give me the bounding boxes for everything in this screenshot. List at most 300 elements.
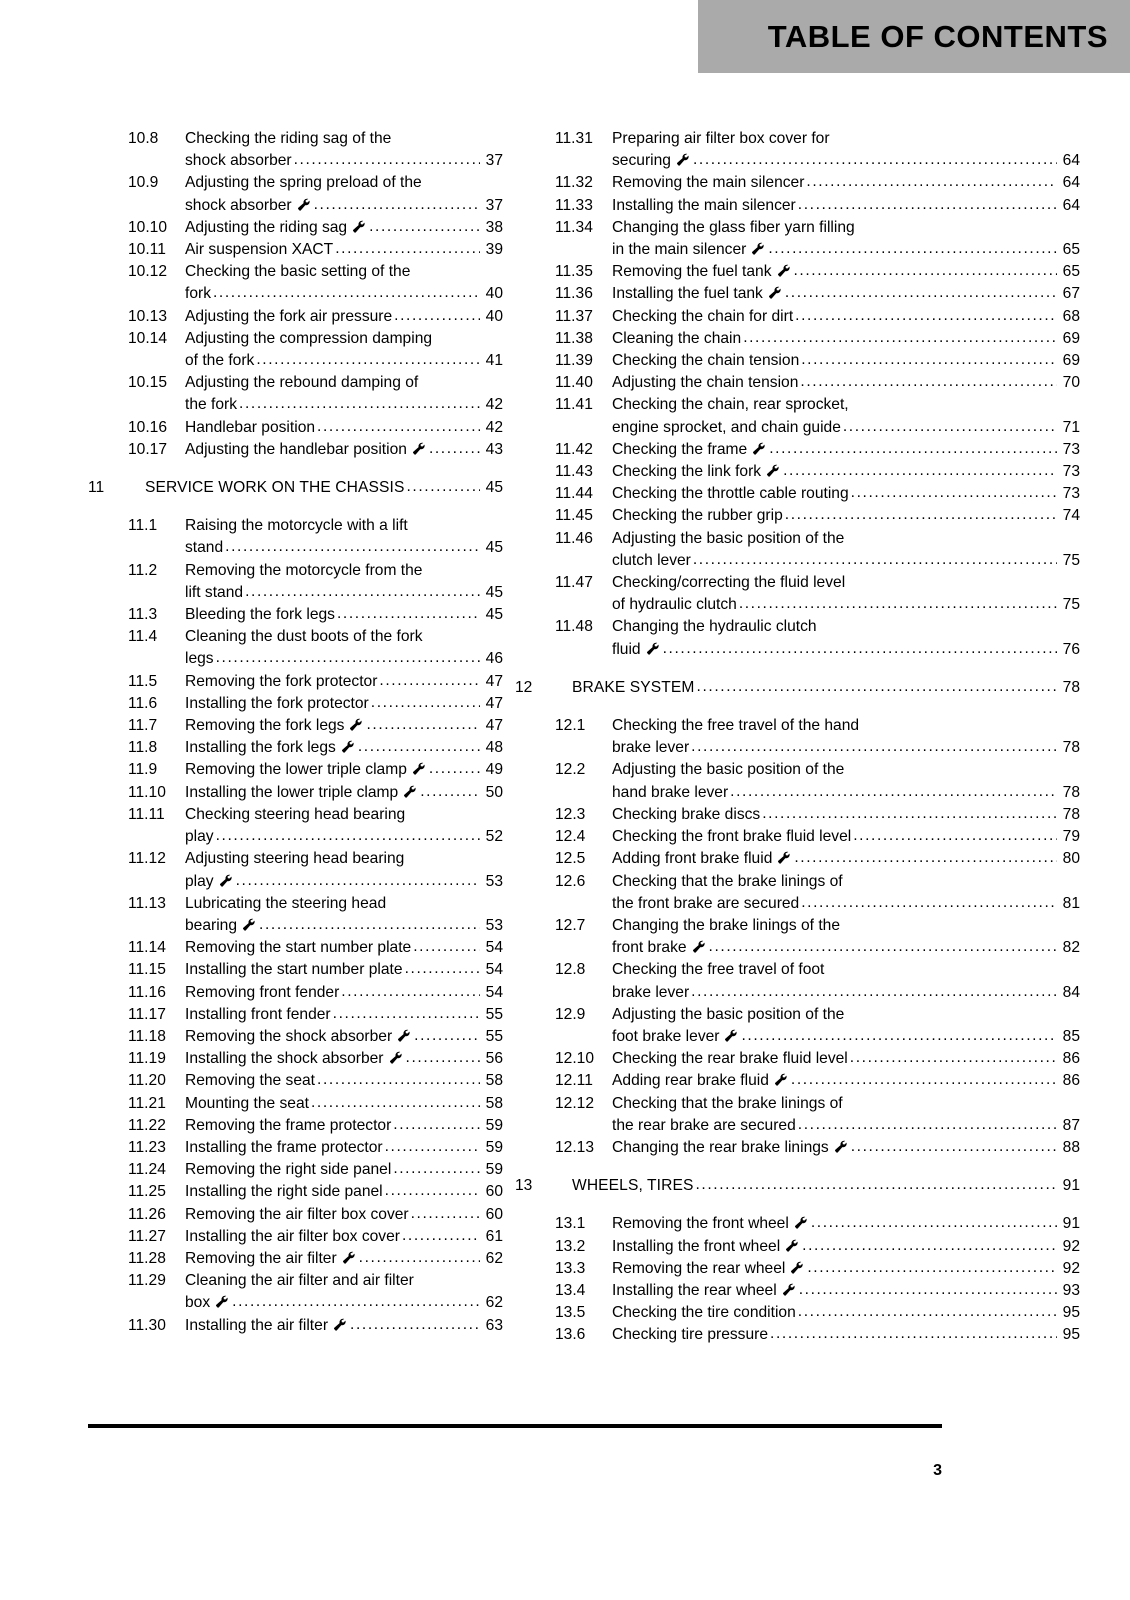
toc-entry-line [612,172,1080,194]
toc-entry-title: Changing the rear brake linings [612,1138,829,1156]
toc-sub-entry[interactable] [515,959,1080,1003]
toc-sub-entry[interactable] [88,1159,503,1181]
toc-entry-body [612,372,1080,394]
toc-entry-body [612,759,1080,803]
toc-entry-line [185,394,503,416]
toc-entry-number: 12.1 [555,717,586,735]
toc-page-number: 62 [485,1249,503,1267]
toc-entry-title: Adding rear brake fluid [612,1072,769,1090]
toc-page-number: 45 [485,606,503,624]
toc-entry-body [185,1115,503,1137]
toc-entry-title: the fork [185,396,238,414]
toc-sub-entry[interactable] [88,893,503,937]
toc-entry-line [185,671,503,693]
dot-leader [785,282,1057,304]
dot-leader [783,460,1057,482]
dot-leader [393,1158,480,1180]
toc-entry-body [185,1159,503,1181]
toc-entry-line [612,848,1080,870]
toc-page-number: 69 [1062,329,1080,347]
toc-sub-entry[interactable] [88,693,503,715]
wrench-icon [340,740,355,754]
toc-entry-title: Installing the air filter box cover [185,1227,400,1245]
toc-entry-body [185,261,503,305]
toc-sub-entry[interactable] [88,1181,503,1203]
toc-sub-entry[interactable] [515,804,1080,826]
wrench-icon [402,785,417,799]
dot-leader [414,1025,480,1047]
toc-entry-title: Checking brake discs [612,805,761,823]
dot-leader [366,714,480,736]
toc-page-number: 69 [1062,352,1080,370]
dot-leader [801,892,1057,914]
dot-leader [393,1114,480,1136]
toc-page-number: 78 [1062,739,1080,757]
wrench-icon [784,1239,799,1253]
toc-sub-entry[interactable] [515,261,1080,283]
toc-entry-line [612,1324,1080,1346]
toc-entry-line [185,417,503,439]
toc-page-number: 63 [485,1316,503,1334]
toc-sub-entry[interactable] [88,937,503,959]
toc-entry-title: Checking the throttle cable routing [612,485,849,503]
toc-sub-entry[interactable] [88,217,503,239]
toc-entry-title: shock absorber [185,152,292,170]
toc-page-number: 37 [485,196,503,214]
toc-entry-body [612,439,1080,461]
toc-entry-body [612,261,1080,283]
toc-sub-entry[interactable] [515,759,1080,803]
toc-page-number: 87 [1062,1116,1080,1134]
toc-sub-entry[interactable] [515,1280,1080,1302]
toc-section-entry[interactable] [515,1175,1080,1197]
toc-entry-line [185,283,503,305]
toc-sub-entry[interactable] [515,871,1080,915]
toc-entry-body [185,328,503,372]
toc-entry-body [185,737,503,759]
toc-entry-body [612,572,1080,616]
toc-page-number: 93 [1062,1281,1080,1299]
toc-sub-entry[interactable] [515,172,1080,194]
toc-entry-line [185,1159,503,1181]
toc-page-number: 43 [485,440,503,458]
toc-sub-entry[interactable] [515,915,1080,959]
toc-entry-number: 11.40 [555,374,593,392]
toc-sub-entry[interactable] [88,737,503,759]
toc-sub-entry[interactable] [88,128,503,172]
toc-entry-number: 10.17 [128,440,168,458]
toc-page-number: 42 [485,418,503,436]
toc-sub-entry[interactable] [88,1026,503,1048]
toc-entry-line [612,959,1080,981]
toc-entry-line [612,616,1080,638]
toc-entry-title: Installing the front wheel [612,1237,781,1255]
dot-leader [768,238,1057,260]
toc-entry-title: Adjusting the rebound damping of [185,374,419,392]
dot-leader [741,1025,1057,1047]
toc-entry-line [185,582,503,604]
toc-page-number: 50 [485,783,503,801]
toc-entry-number: 11.31 [555,130,593,147]
toc-entry-title: Checking the riding sag of the [185,130,392,147]
toc-entry-number: 11.39 [555,352,593,370]
toc-page-number: 46 [485,650,503,668]
toc-entry-title: play [185,828,214,846]
toc-sub-entry[interactable] [88,1226,503,1248]
toc-entry-title: lift stand [185,583,244,601]
toc-entry-line [612,417,1080,439]
toc-sub-entry[interactable] [515,1302,1080,1324]
toc-entry-body [612,1048,1080,1070]
dot-leader [709,936,1057,958]
toc-sub-entry[interactable] [515,483,1080,505]
dot-leader [693,549,1057,571]
toc-entry-body [185,439,503,461]
toc-entry-line [572,1175,1080,1197]
toc-section-entry[interactable] [515,677,1080,699]
toc-page-number: 59 [485,1161,503,1179]
toc-entry-body [572,677,1080,699]
toc-column-right-inner [515,128,1080,1347]
dot-leader [795,305,1057,327]
toc-sub-entry[interactable] [88,560,503,604]
toc-entry-line [185,372,503,394]
toc-sub-entry[interactable] [88,172,503,216]
toc-page-number: 42 [485,396,503,414]
toc-entry-title: of hydraulic clutch [612,596,737,614]
toc-page-number: 86 [1062,1072,1080,1090]
toc-page-number: 59 [485,1116,503,1134]
toc-entry-body [612,217,1080,261]
toc-entry-body [612,1236,1080,1258]
toc-page-number: 45 [485,479,503,497]
toc-sub-entry[interactable] [88,1004,503,1026]
footer-divider [88,1424,942,1428]
toc-entry-line [185,1026,503,1048]
toc-sub-entry[interactable] [88,1093,503,1115]
toc-sub-entry[interactable] [88,715,503,737]
toc-page-number: 95 [1062,1304,1080,1322]
wrench-icon [348,718,363,732]
toc-entry-line [185,826,503,848]
toc-sub-entry[interactable] [88,782,503,804]
toc-sub-entry[interactable] [515,128,1080,172]
dot-leader [256,349,480,371]
toc-entry-title: Adjusting the fork air pressure [185,307,393,325]
toc-entry-body [185,1093,503,1115]
toc-sub-entry[interactable] [88,626,503,670]
toc-entry-line [185,1115,503,1137]
toc-sub-entry[interactable] [515,848,1080,870]
toc-entry-title: WHEELS, TIRES [572,1177,694,1195]
page-number: 3 [933,1462,942,1479]
toc-sub-entry[interactable] [515,826,1080,848]
toc-sub-entry[interactable] [515,283,1080,305]
toc-entry-title: Installing the main silencer [612,196,796,214]
toc-page-number: 75 [1062,551,1080,569]
toc-entry-line [612,217,1080,239]
toc-sub-entry[interactable] [88,671,503,693]
dot-leader [225,536,480,558]
toc-sub-entry[interactable] [88,982,503,1004]
toc-sub-entry[interactable] [88,1115,503,1137]
toc-entry-title: of the fork [185,352,255,370]
toc-sub-entry[interactable] [515,1004,1080,1048]
toc-sub-entry[interactable] [88,515,503,559]
toc-entry-body [185,893,503,937]
toc-sub-entry[interactable] [515,1137,1080,1159]
toc-sub-entry[interactable] [515,372,1080,394]
toc-entry-line [185,759,503,781]
toc-sub-entry[interactable] [515,1048,1080,1070]
toc-entry-number: 10.16 [128,418,168,436]
toc-entry-number: 11.38 [555,329,593,347]
toc-entry-line [612,1048,1080,1070]
dot-leader [385,1136,480,1158]
toc-sub-entry[interactable] [515,394,1080,438]
toc-page-number: 53 [485,916,503,934]
toc-sub-entry[interactable] [88,306,503,328]
toc-entry-title: engine sprocket, and chain guide [612,418,841,436]
toc-sub-entry[interactable] [88,417,503,439]
toc-entry-title: Cleaning the chain [612,329,742,347]
toc-entry-title: Adjusting the handlebar position [185,440,407,458]
toc-entry-number: 11.35 [555,263,593,281]
toc-sub-entry[interactable] [515,306,1080,328]
toc-entry-number: 10.8 [128,130,159,147]
toc-entry-line [612,372,1080,394]
toc-entry-body [185,804,503,848]
dot-leader [294,149,480,171]
toc-entry-number: 11.32 [555,174,593,192]
wrench-icon [351,220,366,234]
toc-sub-entry[interactable] [515,328,1080,350]
toc-entry-line [185,604,503,626]
toc-section-entry[interactable] [88,477,503,499]
toc-entry-number: 13.1 [555,1215,586,1233]
toc-sub-entry[interactable] [515,1093,1080,1137]
dot-leader [317,1069,480,1091]
toc-entry-number: 12.6 [555,872,586,890]
toc-sub-entry[interactable] [88,239,503,261]
toc-entry-line [612,826,1080,848]
toc-entry-line [185,626,503,648]
toc-entry-number: 11.28 [128,1249,166,1267]
wrench-icon [833,1140,848,1154]
toc-entry-line [612,528,1080,550]
toc-entry-body [185,1137,503,1159]
toc-sub-entry[interactable] [88,1204,503,1226]
wrench-icon [675,153,690,167]
toc-entry-title: Checking the free travel of foot [612,961,825,979]
toc-entry-body [612,1302,1080,1324]
toc-entry-title: Checking the rubber grip [612,507,783,525]
toc-page-number: 85 [1062,1027,1080,1045]
toc-entry-line [185,1226,503,1248]
toc-entry-body [612,128,1080,172]
toc-page-number: 92 [1062,1237,1080,1255]
toc-sub-entry[interactable] [88,439,503,461]
toc-entry-line [612,461,1080,483]
toc-sub-entry[interactable] [515,1070,1080,1092]
toc-sub-entry[interactable] [515,715,1080,759]
dot-leader [853,825,1057,847]
toc-entry-title: Installing the fork legs [185,739,336,757]
toc-entry-title: Adding front brake fluid [612,850,773,868]
toc-entry-title: Changing the hydraulic clutch [612,618,817,636]
toc-entry-body [185,239,503,261]
toc-entry-number: 12 [515,678,533,696]
toc-sub-entry[interactable] [515,528,1080,572]
dot-leader [811,1212,1057,1234]
toc-page-number: 54 [485,961,503,979]
toc-page-number: 47 [485,672,503,690]
dot-leader [730,781,1057,803]
toc-entry-title: Adjusting the basic position of the [612,1005,845,1023]
toc-sub-entry[interactable] [515,1213,1080,1235]
toc-entry-title: Checking the free travel of the hand [612,717,860,735]
toc-page-number: 56 [485,1050,503,1068]
toc-entry-body [612,616,1080,660]
toc-sub-entry[interactable] [515,195,1080,217]
toc-entry-line [185,150,503,172]
toc-entry-body [612,1324,1080,1346]
dot-leader [794,260,1058,282]
toc-sub-entry[interactable] [88,328,503,372]
toc-entry-line [185,715,503,737]
toc-entry-number: 12.2 [555,761,586,779]
toc-sub-entry[interactable] [88,604,503,626]
toc-entry-body [185,671,503,693]
toc-entry-line [185,737,503,759]
toc-entry-line [185,937,503,959]
wrench-icon [773,1073,788,1087]
toc-page-number: 73 [1062,440,1080,458]
toc-entry-body [185,982,503,1004]
toc-sub-entry[interactable] [515,616,1080,660]
toc-sub-entry[interactable] [515,1324,1080,1346]
toc-entry-title: Checking the chain tension [612,352,800,370]
wrench-icon [341,1251,356,1265]
dot-leader [800,371,1057,393]
wrench-icon [411,442,426,456]
toc-page-number: 67 [1062,285,1080,303]
dot-leader [791,1069,1057,1091]
toc-sub-entry[interactable] [88,1048,503,1070]
toc-sub-entry[interactable] [515,505,1080,527]
toc-entry-number: 10.9 [128,174,159,192]
toc-entry-line [612,1302,1080,1324]
toc-entry-title: Checking that the brake linings of [612,1094,843,1112]
toc-sub-entry[interactable] [88,261,503,305]
toc-entry-body [185,560,503,604]
toc-entry-line [185,804,503,826]
wrench-icon [751,442,766,456]
wrench-icon [411,762,426,776]
toc-sub-entry[interactable] [88,1137,503,1159]
toc-entry-title: Removing the lower triple clamp [185,761,407,779]
toc-page-number: 86 [1062,1050,1080,1068]
toc-page-number: 60 [485,1183,503,1201]
toc-sub-entry[interactable] [88,959,503,981]
dot-leader [314,194,480,216]
toc-sub-entry[interactable] [88,1070,503,1092]
dot-leader [371,692,480,714]
toc-entry-title: Installing the lower triple clamp [185,783,399,801]
toc-entry-body [185,604,503,626]
toc-sub-entry[interactable] [515,439,1080,461]
toc-entry-title: Checking the frame [612,440,748,458]
toc-entry-line [185,693,503,715]
toc-entry-body [185,1026,503,1048]
toc-entry-title: Preparing air filter box cover for [612,130,830,147]
toc-entry-title: Installing the fuel tank [612,285,763,303]
toc-entry-line [185,306,503,328]
toc-entry-title: Raising the motorcycle with a lift [185,517,408,535]
toc-page-number: 91 [1062,1177,1080,1195]
toc-entry-title: Air suspension XACT [185,241,334,259]
toc-sub-entry[interactable] [88,1315,503,1337]
dot-leader [762,803,1057,825]
toc-entry-number: 12.4 [555,828,586,846]
toc-entry-title: securing [612,152,671,170]
toc-sub-entry[interactable] [88,848,503,892]
toc-entry-number: 13.3 [555,1259,586,1277]
toc-entry-number: 11.17 [128,1005,166,1023]
toc-entry-title: Removing the shock absorber [185,1027,393,1045]
toc-sub-entry[interactable] [88,1270,503,1314]
toc-page-number: 88 [1062,1138,1080,1156]
toc-entry-title: shock absorber [185,196,292,214]
toc-entry-title: Removing the fuel tank [612,263,772,281]
toc-entry-line [185,195,503,217]
toc-sub-entry[interactable] [515,350,1080,372]
toc-entry-title: Adjusting steering head bearing [185,850,405,868]
toc-entry-number: 11.43 [555,463,593,481]
toc-entry-number: 11.8 [128,739,158,757]
toc-entry-number: 13.4 [555,1281,586,1299]
toc-sub-entry[interactable] [88,1248,503,1270]
toc-sub-entry[interactable] [515,461,1080,483]
toc-entry-title: Checking the rear brake fluid level [612,1050,848,1068]
toc-entry-body [612,483,1080,505]
toc-entry-line [612,639,1080,661]
toc-entry-title: Handlebar position [185,418,316,436]
toc-sub-entry[interactable] [515,1236,1080,1258]
toc-entry-body [612,1213,1080,1235]
dot-leader [697,676,1057,698]
toc-sub-entry[interactable] [88,759,503,781]
dot-leader [333,1003,480,1025]
toc-entry-number: 10.14 [128,329,168,347]
toc-sub-entry[interactable] [88,804,503,848]
toc-sub-entry[interactable] [515,572,1080,616]
toc-page-number: 76 [1062,640,1080,658]
toc-entry-line [612,1213,1080,1235]
toc-entry-title: Removing the air filter [185,1249,337,1267]
dot-leader [317,416,480,438]
toc-sub-entry[interactable] [88,372,503,416]
toc-sub-entry[interactable] [515,217,1080,261]
toc-page-number: 47 [485,694,503,712]
toc-page-number: 73 [1062,463,1080,481]
toc-entry-line [612,261,1080,283]
toc-entry-number: 11.4 [128,628,158,646]
toc-entry-title: Removing the frame protector [185,1116,392,1134]
dot-leader [695,1174,1057,1196]
toc-entry-line [185,560,503,582]
toc-sub-entry[interactable] [515,1258,1080,1280]
